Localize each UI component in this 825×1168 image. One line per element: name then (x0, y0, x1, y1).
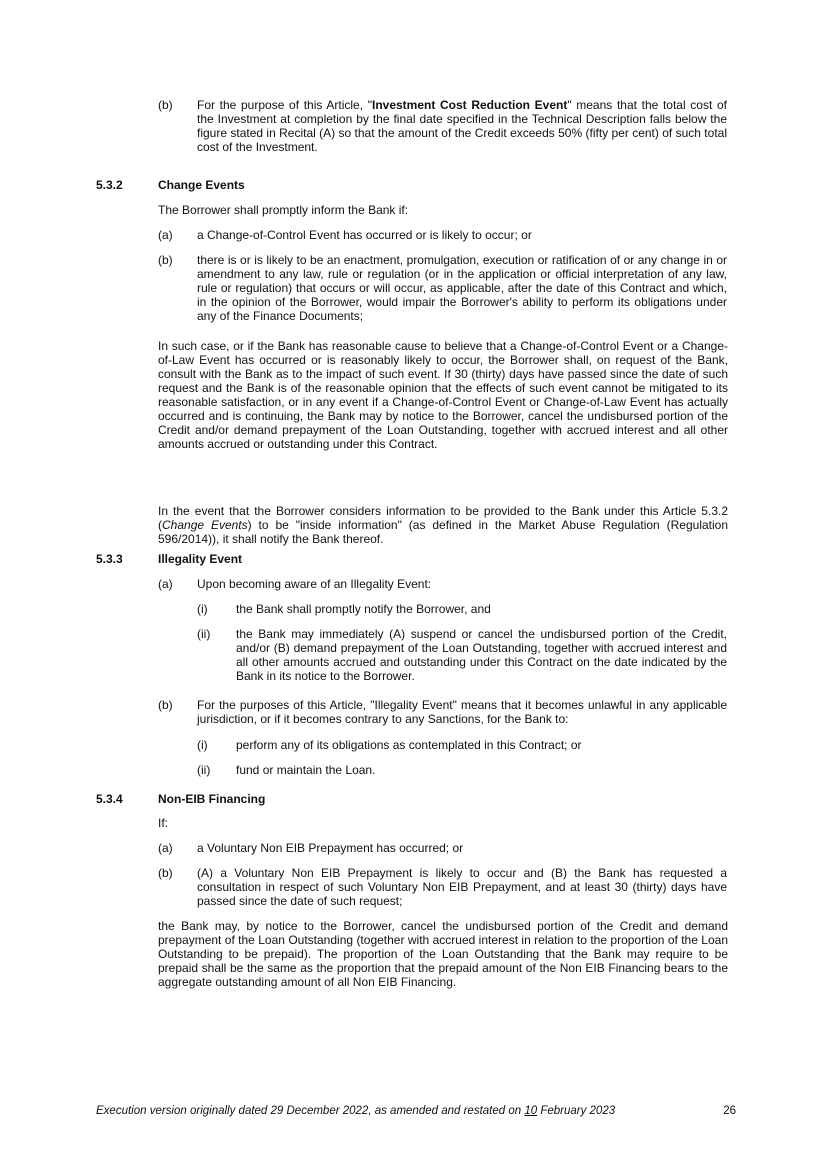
clause-label: (b) (158, 866, 173, 880)
page-footer (96, 1104, 736, 1118)
section-heading: Illegality Event (158, 552, 243, 566)
subclause-text: fund or maintain the Loan. (236, 763, 376, 777)
clause-text: there is or is likely to be an enactment, promulgation, execution or ratification of or any change in or amendment to any law, rule or regulation (or in the application or official interpretation of any law, rule or regulation) that occurs or will occur, as applicable, after the date of this Contract and which, in the opinion of the Borrower, would impair the Borrower's ability to perform its obligations under any of the Finance Documents; (197, 253, 727, 323)
clause-label: (b) (158, 698, 173, 712)
subclause-text: the Bank shall promptly notify the Borrower, and (236, 602, 491, 616)
investment-cost-reduction-definition: For the purpose of this Article, "Investment Cost Reduction Event" means that the total cost of the Investment at completion by the final date specified in the Technical Description falls below the figure stated in Recital (A) so that the amount of the Credit exceeds 50% (fifty per cent) of such total cost of the Investment. (197, 98, 727, 154)
paragraph: In such case, or if the Bank has reasonable cause to believe that a Change-of-Control Event or a Change-of-Law Event has occurred or is reasonably likely to occur, the Borrower shall, on request of the Bank, consult with the Bank as to the impact of such event. If 30 (thirty) days have passed since the date of such request and the Bank is of the reasonable opinion that the effects of such event cannot be mitigated to its reasonable satisfaction, or in any event if a Change-of-Control Event or Change-of-Law Event has actually occurred and is continuing, the Bank may by notice to the Borrower, cancel the undisbursed portion of the Credit and/or demand prepayment of the Loan Outstanding, together with accrued interest and all other amounts accrued or outstanding under this Contract. (158, 339, 728, 451)
subclause-label: (i) (197, 738, 208, 752)
defined-term: Investment Cost Reduction Event (371, 98, 568, 112)
subclause-label: (ii) (197, 627, 211, 641)
subclause-label: (ii) (197, 763, 211, 777)
section-intro: If: (158, 816, 169, 830)
paragraph: In the event that the Borrower considers information to be provided to the Bank under this Article 5.3.2 (Change Events) to be "inside information" (as defined in the Market Abuse Regulation (Regulation 596/2014)), it shall notify the Bank thereof. (158, 504, 729, 546)
section-number: 5.3.2 (96, 178, 123, 192)
clause-text: For the purposes of this Article, "Illegality Event" means that it becomes unlawful in any applicable jurisdiction, or if it becomes contrary to any Sanctions, for the Bank to: (197, 698, 727, 726)
clause-text: a Voluntary Non EIB Prepayment has occurred; or (197, 841, 464, 855)
section-intro: The Borrower shall promptly inform the Bank if: (158, 203, 409, 217)
section-heading: Non-EIB Financing (158, 792, 266, 806)
clause-text: a Change-of-Control Event has occurred or is likely to occur; or (197, 228, 532, 242)
clause-label: (a) (158, 577, 173, 591)
clause-text: (A) a Voluntary Non EIB Prepayment is likely to occur and (B) the Bank has requested a consultation in respect of such Voluntary Non EIB Prepayment, and at least 30 (thirty) days have passed since the date of such request; (197, 866, 727, 908)
page-number: 26 (723, 1105, 736, 1117)
subclause-text: the Bank may immediately (A) suspend or cancel the undisbursed portion of the Credit, and/or (B) demand prepayment of the Loan Outstanding, together with accrued interest and all other amounts accrued and outstanding under this Contract on the date indicated by the Bank in its notice to the Borrower. (236, 627, 727, 683)
section-heading: Change Events (158, 178, 245, 192)
clause-label: (b) (158, 98, 173, 112)
clause-text: Upon becoming aware of an Illegality Event: (197, 577, 432, 591)
paragraph: the Bank may, by notice to the Borrower, cancel the undisbursed portion of the Credit and demand prepayment of the Loan Outstanding (together with accrued interest in relation to the proportion of the Loan Outstanding to be prepaid). The proportion of the Loan Outstanding that the Bank may require to be prepaid shall be the same as the proportion that the prepaid amount of the Non EIB Financing bears to the aggregate outstanding amount of all Non EIB Financing. (158, 919, 728, 989)
subclause-label: (i) (197, 602, 208, 616)
subclause-text: perform any of its obligations as contemplated in this Contract; or (236, 738, 582, 752)
section-number: 5.3.3 (96, 552, 123, 566)
section-number: 5.3.4 (96, 792, 123, 806)
clause-label: (b) (158, 253, 173, 267)
footer-text: Execution version originally dated 29 December 2022, as amended and restated on 10 February 2023 (96, 1105, 616, 1117)
clause-label: (a) (158, 841, 173, 855)
clause-label: (a) (158, 228, 173, 242)
